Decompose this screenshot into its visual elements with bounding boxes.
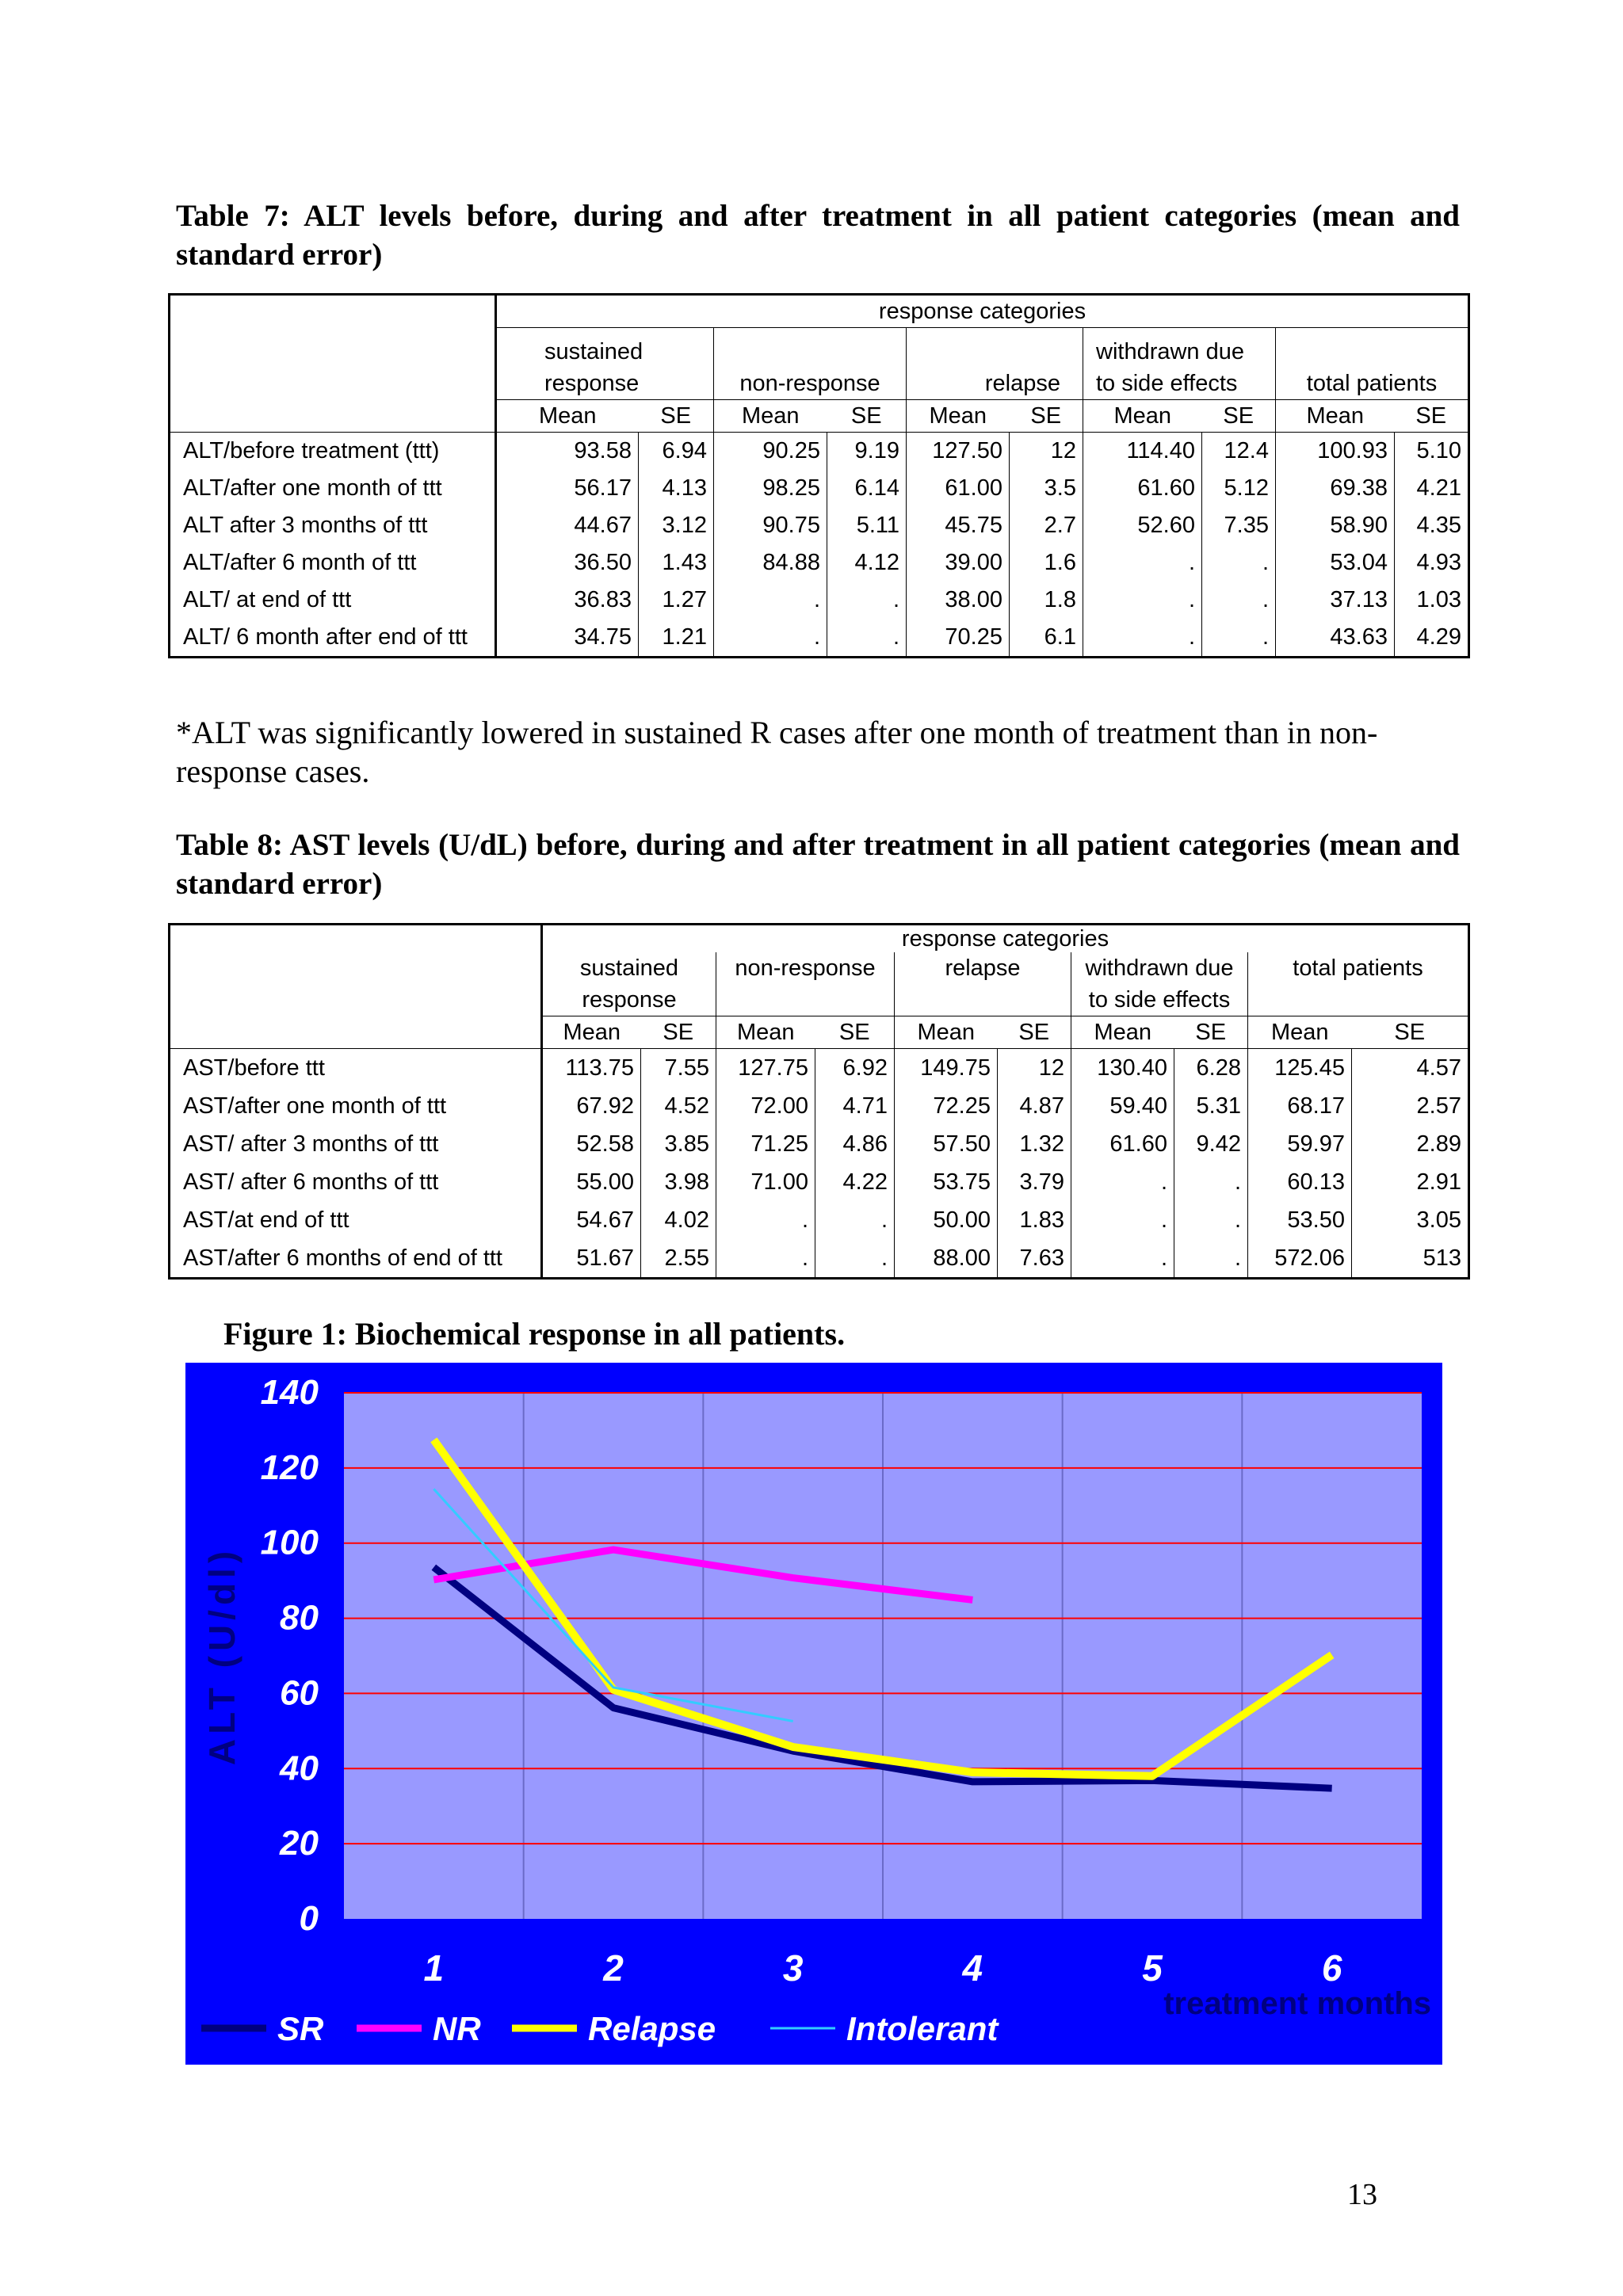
table-cell: 4.86	[815, 1125, 895, 1163]
table-cell: 72.25	[895, 1087, 998, 1125]
table-cell: .	[1174, 1201, 1248, 1239]
table-cell: 53.04	[1276, 544, 1395, 582]
table-cell: 84.88	[714, 544, 827, 582]
t8-cat-nonresponse: non-response	[716, 952, 895, 1016]
table-cell: 60.13	[1248, 1163, 1352, 1201]
y-tick-label: 80	[280, 1598, 319, 1638]
x-tick-label: 4	[962, 1947, 983, 1989]
subheader-mean: Mean	[496, 400, 639, 433]
table-cell: 9.19	[827, 433, 907, 471]
table-cell: 50.00	[895, 1201, 998, 1239]
subheader-mean: Mean	[716, 1016, 815, 1049]
subheader-se: SE	[641, 1016, 716, 1049]
t7-cat-total: total patients	[1276, 328, 1469, 400]
t7-cat-sustained: sustained response	[496, 328, 714, 400]
y-tick-label: 0	[299, 1899, 319, 1938]
table-cell: 59.40	[1071, 1087, 1174, 1125]
table-cell: 36.83	[496, 582, 639, 619]
table-cell: 7.63	[998, 1239, 1071, 1279]
table-cell: 3.98	[641, 1163, 716, 1201]
subheader-mean: Mean	[542, 1016, 641, 1049]
table-cell: 9.42	[1174, 1125, 1248, 1163]
table7-group-header: response categories	[496, 295, 1469, 328]
table-cell: .	[1071, 1163, 1174, 1201]
table-row	[170, 582, 1469, 619]
table-cell: 4.93	[1395, 544, 1469, 582]
table-cell: 90.25	[714, 433, 827, 471]
table-row	[170, 619, 1469, 658]
row-label: ALT/ 6 month after end of ttt	[170, 619, 496, 658]
table-row	[170, 470, 1469, 507]
table-cell: 88.00	[895, 1239, 998, 1279]
table-cell: 34.75	[496, 619, 639, 658]
table-cell: 2.55	[641, 1239, 716, 1279]
table-cell: 1.32	[998, 1125, 1071, 1163]
table-cell: 59.97	[1248, 1125, 1352, 1163]
subheader-mean: Mean	[714, 400, 827, 433]
page-number: 13	[1347, 2178, 1377, 2211]
table-row	[170, 1087, 1469, 1125]
table-row	[170, 1163, 1469, 1201]
table-cell: 1.8	[1010, 582, 1083, 619]
table-cell: 61.00	[907, 470, 1010, 507]
table-cell: 98.25	[714, 470, 827, 507]
table-row	[170, 507, 1469, 544]
subheader-se: SE	[1202, 400, 1276, 433]
subheader-mean: Mean	[1248, 1016, 1352, 1049]
subheader-mean: Mean	[895, 1016, 998, 1049]
table-cell: .	[815, 1201, 895, 1239]
subheader-mean: Mean	[907, 400, 1010, 433]
table-cell: 6.14	[827, 470, 907, 507]
t7-cat-nonresponse: non-response	[714, 328, 907, 400]
table-cell: 100.93	[1276, 433, 1395, 471]
table-cell: 71.25	[716, 1125, 815, 1163]
subheader-se: SE	[827, 400, 907, 433]
subheader-mean: Mean	[1276, 400, 1395, 433]
table-row	[170, 1239, 1469, 1279]
x-tick-label: 3	[782, 1947, 804, 1989]
table8-group-header: response categories	[542, 925, 1469, 953]
table-cell: 90.75	[714, 507, 827, 544]
table-cell: 4.29	[1395, 619, 1469, 658]
table-cell: 39.00	[907, 544, 1010, 582]
table-cell: .	[716, 1201, 815, 1239]
table-cell: 36.50	[496, 544, 639, 582]
table8	[168, 923, 1470, 1280]
table-cell: .	[1174, 1239, 1248, 1279]
row-label: ALT/after one month of ttt	[170, 470, 496, 507]
x-tick-label: 6	[1321, 1947, 1342, 1989]
t7-cat-withdrawn: withdrawn due to side effects	[1083, 328, 1276, 400]
table-cell: 3.5	[1010, 470, 1083, 507]
table-cell: 130.40	[1071, 1049, 1174, 1088]
table-cell: 4.12	[827, 544, 907, 582]
table-cell: 4.57	[1352, 1049, 1469, 1088]
alt-line-chart	[185, 1363, 1442, 2065]
table-cell: 4.13	[639, 470, 714, 507]
table-cell: .	[827, 582, 907, 619]
table-cell: .	[716, 1239, 815, 1279]
t8-cat-relapse: relapse	[895, 952, 1071, 1016]
table-cell: 52.60	[1083, 507, 1202, 544]
table-cell: 70.25	[907, 619, 1010, 658]
row-label: AST/after one month of ttt	[170, 1087, 542, 1125]
table-cell: 113.75	[542, 1049, 641, 1088]
y-tick-label: 140	[260, 1373, 319, 1412]
y-tick-label: 100	[260, 1523, 319, 1562]
subheader-se: SE	[998, 1016, 1071, 1049]
x-tick-label: 2	[603, 1947, 624, 1989]
table-cell: .	[1071, 1201, 1174, 1239]
row-label: AST/ after 3 months of ttt	[170, 1125, 542, 1163]
row-label: ALT/after 6 month of ttt	[170, 544, 496, 582]
table-cell: 7.35	[1202, 507, 1276, 544]
table-cell: 1.03	[1395, 582, 1469, 619]
table-cell: 6.94	[639, 433, 714, 471]
table-cell: .	[1071, 1239, 1174, 1279]
subheader-se: SE	[1352, 1016, 1469, 1049]
x-tick-label: 5	[1142, 1947, 1163, 1989]
table-cell: 3.12	[639, 507, 714, 544]
table-cell: 1.6	[1010, 544, 1083, 582]
t8-cat-withdrawn: withdrawn due to side effects	[1071, 952, 1248, 1016]
table-cell: 1.43	[639, 544, 714, 582]
table-cell: 68.17	[1248, 1087, 1352, 1125]
table-cell: 7.55	[641, 1049, 716, 1088]
subheader-se: SE	[1010, 400, 1083, 433]
table-cell: .	[827, 619, 907, 658]
table-cell: 37.13	[1276, 582, 1395, 619]
table-cell: 4.35	[1395, 507, 1469, 544]
legend-label: Relapse	[588, 2010, 716, 2047]
table-cell: 5.10	[1395, 433, 1469, 471]
t8-cat-sustained: sustained response	[542, 952, 716, 1016]
table-cell: 5.31	[1174, 1087, 1248, 1125]
table-cell: 53.75	[895, 1163, 998, 1201]
table-cell: 5.12	[1202, 470, 1276, 507]
table-cell: 6.92	[815, 1049, 895, 1088]
table-cell: 125.45	[1248, 1049, 1352, 1088]
table-cell: 3.79	[998, 1163, 1071, 1201]
table-row	[170, 1125, 1469, 1163]
row-label: AST/before ttt	[170, 1049, 542, 1088]
y-tick-label: 120	[260, 1447, 319, 1487]
table-cell: 69.38	[1276, 470, 1395, 507]
table-cell: 1.21	[639, 619, 714, 658]
subheader-se: SE	[815, 1016, 895, 1049]
table-cell: 57.50	[895, 1125, 998, 1163]
table8-corner	[170, 925, 542, 1049]
row-label: ALT/before treatment (ttt)	[170, 433, 496, 471]
table-cell: .	[1083, 619, 1202, 658]
y-tick-label: 20	[280, 1824, 319, 1863]
table-cell: 2.91	[1352, 1163, 1469, 1201]
table-cell: .	[1083, 582, 1202, 619]
row-label: AST/at end of ttt	[170, 1201, 542, 1239]
row-label: ALT/ at end of ttt	[170, 582, 496, 619]
table-cell: 53.50	[1248, 1201, 1352, 1239]
table-cell: 44.67	[496, 507, 639, 544]
table-cell: 38.00	[907, 582, 1010, 619]
legend-label: NR	[433, 2010, 481, 2047]
row-label: AST/ after 6 months of ttt	[170, 1163, 542, 1201]
note-text: *ALT was significantly lowered in sustained R cases after one month of treatment than in non-response cases.	[176, 715, 1378, 789]
legend-label: Intolerant	[846, 2010, 999, 2047]
t7-cat-relapse: relapse	[907, 328, 1083, 400]
table-cell: 3.05	[1352, 1201, 1469, 1239]
y-axis-label: ALT (U/dl)	[201, 1546, 242, 1766]
table-cell: .	[714, 619, 827, 658]
table-cell: 4.71	[815, 1087, 895, 1125]
table-cell: 61.60	[1083, 470, 1202, 507]
table-cell: 3.85	[641, 1125, 716, 1163]
table-cell: .	[1174, 1163, 1248, 1201]
table-cell: 2.57	[1352, 1087, 1469, 1125]
subheader-mean: Mean	[1083, 400, 1202, 433]
table-cell: 6.1	[1010, 619, 1083, 658]
table-cell: .	[1202, 582, 1276, 619]
legend-label: SR	[277, 2010, 324, 2047]
table-cell: 71.00	[716, 1163, 815, 1201]
table-cell: 45.75	[907, 507, 1010, 544]
table-cell: 2.7	[1010, 507, 1083, 544]
table-cell: .	[714, 582, 827, 619]
table-cell: 56.17	[496, 470, 639, 507]
table-cell: 51.67	[542, 1239, 641, 1279]
table7-corner	[170, 295, 496, 433]
table-cell: 58.90	[1276, 507, 1395, 544]
table-cell: 5.11	[827, 507, 907, 544]
table-cell: 572.06	[1248, 1239, 1352, 1279]
table-cell: 513	[1352, 1239, 1469, 1279]
table-cell: 93.58	[496, 433, 639, 471]
t8-cat-total: total patients	[1248, 952, 1469, 1016]
table-cell: 149.75	[895, 1049, 998, 1088]
table-cell: 2.89	[1352, 1125, 1469, 1163]
row-label: ALT after 3 months of ttt	[170, 507, 496, 544]
table-cell: .	[1083, 544, 1202, 582]
table-cell: .	[1202, 544, 1276, 582]
table-cell: 4.22	[815, 1163, 895, 1201]
table-cell: 54.67	[542, 1201, 641, 1239]
subheader-se: SE	[1395, 400, 1469, 433]
table-cell: 114.40	[1083, 433, 1202, 471]
table-cell: 61.60	[1071, 1125, 1174, 1163]
table-cell: 12.4	[1202, 433, 1276, 471]
table8-caption: Table 8: AST levels (U/dL) before, during and after treatment in all patient categories (mean and standard error)	[176, 828, 1460, 901]
table-cell: 4.02	[641, 1201, 716, 1239]
table-cell: 127.75	[716, 1049, 815, 1088]
table-cell: 52.58	[542, 1125, 641, 1163]
table-row	[170, 433, 1469, 471]
y-tick-label: 40	[280, 1749, 319, 1788]
table-row	[170, 544, 1469, 582]
subheader-se: SE	[1174, 1016, 1248, 1049]
table-cell: 4.21	[1395, 470, 1469, 507]
table7-caption: Table 7: ALT levels before, during and after treatment in all patient categories (mean and standard error)	[176, 199, 1460, 272]
table-cell: 72.00	[716, 1087, 815, 1125]
table-cell: 4.52	[641, 1087, 716, 1125]
table-cell: 43.63	[1276, 619, 1395, 658]
x-axis-label: treatment months	[1163, 1986, 1431, 2021]
subheader-se: SE	[639, 400, 714, 433]
table-cell: 1.83	[998, 1201, 1071, 1239]
table-cell: 1.27	[639, 582, 714, 619]
x-tick-label: 1	[423, 1947, 445, 1989]
table-cell: .	[1202, 619, 1276, 658]
figure-caption: Figure 1: Biochemical response in all patients.	[223, 1316, 846, 1352]
table-cell: 55.00	[542, 1163, 641, 1201]
table-row	[170, 1201, 1469, 1239]
table-row	[170, 1049, 1469, 1088]
row-label: AST/after 6 months of end of ttt	[170, 1239, 542, 1279]
table-cell: 127.50	[907, 433, 1010, 471]
table-cell: 67.92	[542, 1087, 641, 1125]
table-cell: 4.87	[998, 1087, 1071, 1125]
y-tick-label: 60	[280, 1673, 319, 1713]
table7	[168, 293, 1470, 658]
table-cell: 12	[998, 1049, 1071, 1088]
table-cell: 12	[1010, 433, 1083, 471]
subheader-mean: Mean	[1071, 1016, 1174, 1049]
table-cell: 6.28	[1174, 1049, 1248, 1088]
table-cell: .	[815, 1239, 895, 1279]
